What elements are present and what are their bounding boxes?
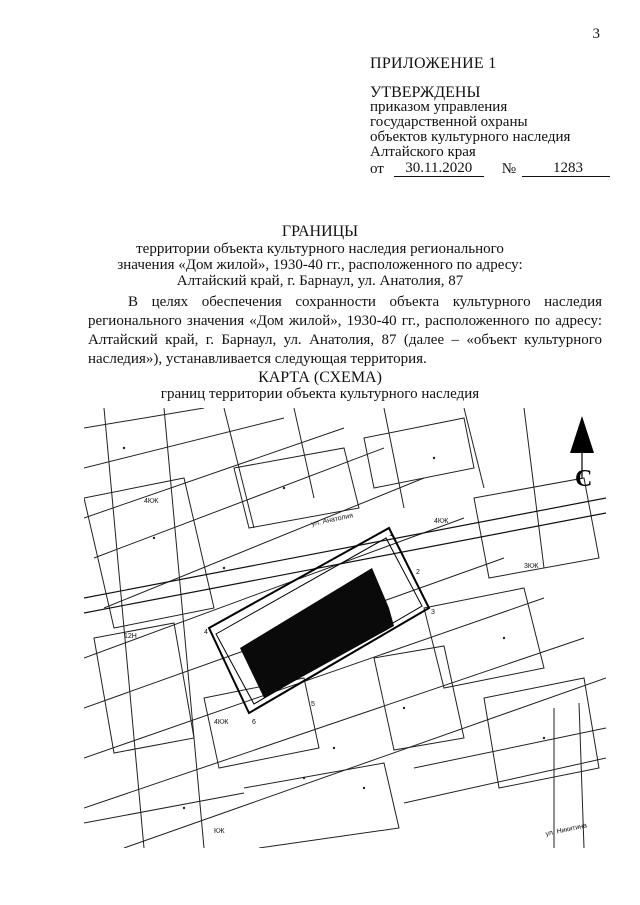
site-map: [84, 408, 606, 848]
approval-block: [370, 56, 610, 177]
zone-label-4: 4КЖ: [214, 719, 229, 726]
zone-label-2: 4КЖ: [434, 518, 449, 525]
point-label-6: 6: [252, 719, 256, 726]
appendix-label: ПРИЛОЖЕНИЕ 1: [370, 55, 497, 72]
page-number: 3: [592, 26, 600, 42]
order-line-2: государственной охраны: [370, 114, 528, 130]
point-label-2: 2: [416, 569, 420, 576]
heading-line-1: территории объекта культурного наследия регионального: [136, 241, 504, 257]
order-number: 1283: [522, 161, 610, 177]
zone-label-5: 3КЖ: [524, 563, 539, 570]
order-line-3: объектов культурного наследия: [370, 129, 571, 145]
heading-title: ГРАНИЦЫ: [281, 223, 359, 240]
order-line-4: Алтайского края: [370, 144, 476, 160]
heading-line-2: значения «Дом жилой», 1930-40 гг., расположенного по адресу:: [117, 257, 523, 273]
boundaries-heading: [70, 224, 570, 289]
north-label: С: [575, 466, 593, 492]
heading-line-3: Алтайский край, г. Барнаул, ул. Анатолия, 87: [176, 273, 464, 289]
street-label: ул. Анатолия: [310, 512, 354, 528]
body-paragraph: В целях обеспечения сохранности объекта культурного наследия регионального значения «Дом жилой», 1930-40 гг., расположенного по адресу: Алтайский край, г. Барнаул, ул. Анатолия, 87 (далее – «объект культурного наследия»), устанавливается следующая территория.: [88, 294, 602, 367]
date-prefix: от: [370, 161, 384, 177]
map-title: КАРТА (СХЕМА): [258, 369, 382, 386]
order-date: 30.11.2020: [394, 161, 484, 177]
approved-label: УТВЕРЖДЕНЫ: [370, 84, 481, 101]
map-subtitle: границ территории объекта культурного наследия: [160, 386, 480, 402]
point-label-3: 3: [431, 609, 435, 616]
map-title-block: [70, 370, 570, 402]
point-label-5: 5: [311, 701, 315, 708]
street-label-2: ул. Никитина: [544, 822, 588, 838]
number-sign: №: [501, 161, 517, 177]
point-label-4: 4: [204, 629, 208, 636]
order-line-1: приказом управления: [370, 99, 508, 115]
zone-label-1: 4КЖ: [144, 498, 159, 505]
zone-label-3: 12Н: [124, 633, 137, 640]
point-label-1: 1: [389, 531, 393, 538]
order-date-number: [370, 161, 610, 177]
zone-label-6: КЖ: [214, 828, 225, 835]
